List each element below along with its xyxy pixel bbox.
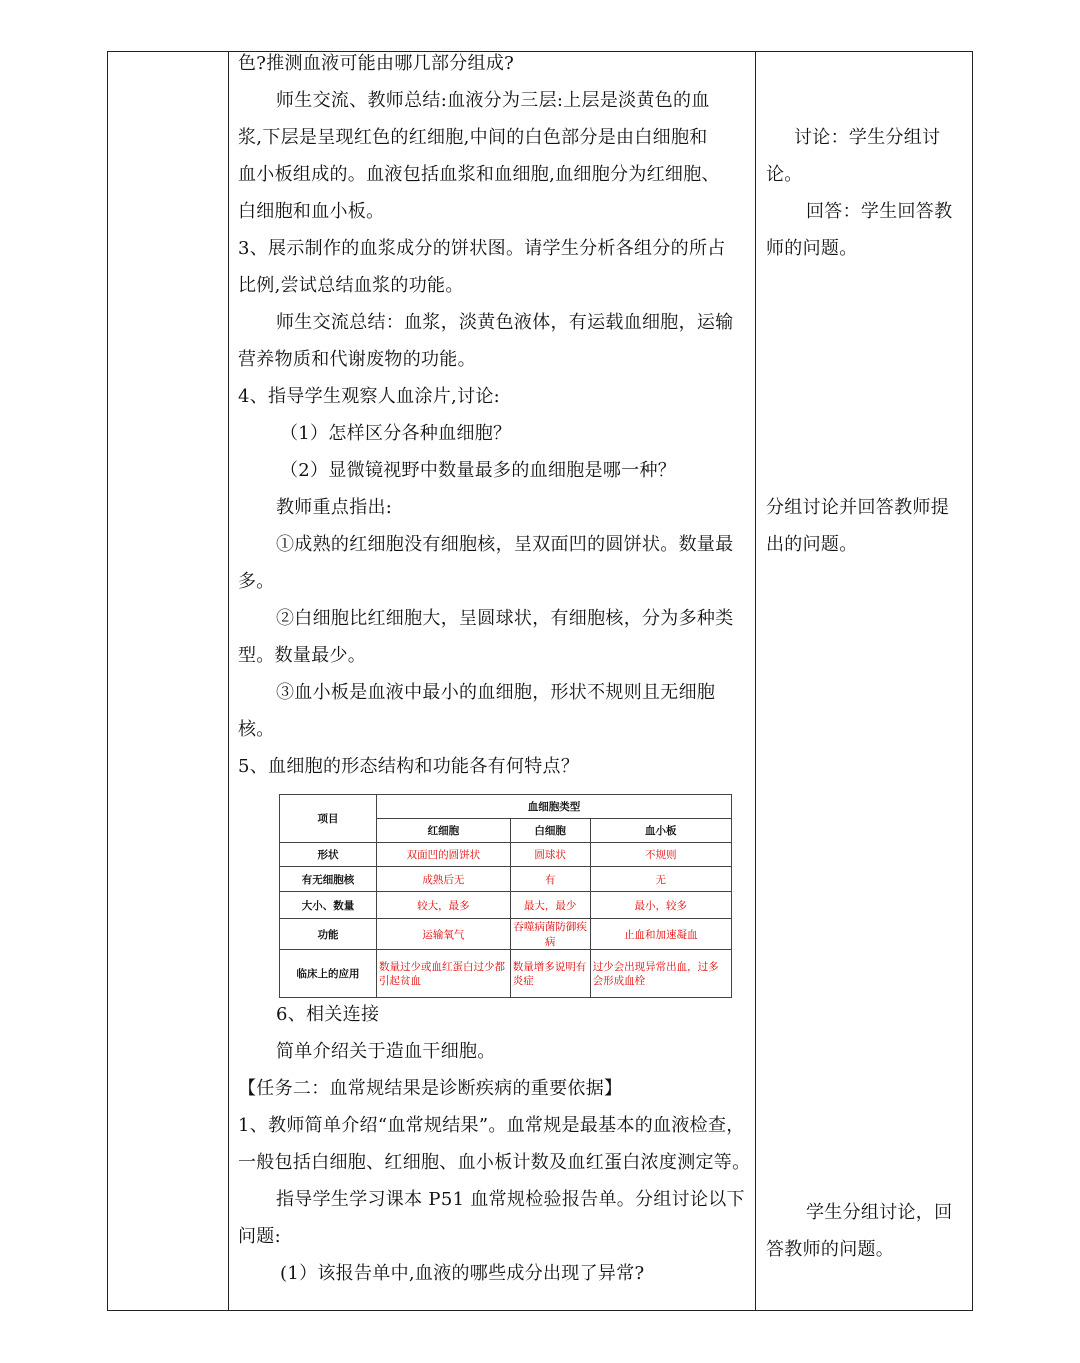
type-header: 血小板 [590,819,731,843]
text-line: 比例,尝试总结血浆的功能。 [238,275,464,296]
right-text-line: 答教师的问题。 [766,1239,895,1260]
text-line: 白细胞和血小板。 [238,201,385,222]
text-line: 指导学生学习课本 P51 血常规检验报告单。分组讨论以下 [276,1189,745,1210]
text-line: （1）怎样区分各种血细胞？ [280,423,512,444]
text-line: 6、相关连接 [276,1004,380,1025]
right-text-line: 讨论：学生分组讨 [794,127,941,148]
table-cell: 双面凹的圆饼状 [377,843,511,867]
text-line: 5、血细胞的形态结构和功能各有何特点？ [238,756,580,777]
text-line: 浆,下层是呈现红色的红细胞,中间的白色部分是由白细胞和 [238,127,708,148]
type-header: 白细胞 [510,819,590,843]
text-line: ①成熟的红细胞没有细胞核，呈双面凹的圆饼状。数量最 [276,534,734,555]
text-line: 营养物质和代谢废物的功能。 [238,349,476,370]
column-divider-1 [228,52,229,1310]
right-text-line: 师的问题。 [766,238,858,259]
table-cell: 成熟后无 [377,867,511,892]
right-text-line: 论。 [766,164,803,185]
text-line: 【任务二：血常规结果是诊断疾病的重要依据】 [238,1078,623,1099]
table-cell: 吞噬病菌防御疾病 [510,919,590,950]
text-line: 核。 [238,719,275,740]
text-line: 4、指导学生观察人血涂片,讨论: [238,386,501,407]
row-label: 有无细胞核 [280,867,377,892]
text-line: 多。 [238,571,275,592]
row-label: 临床上的应用 [280,950,377,998]
table-cell: 过少会出现异常出血，过多会形成血栓 [590,950,731,998]
column-divider-2 [755,52,756,1310]
table-cell: 数量过少或血红蛋白过少都引起贫血 [377,950,511,998]
table-cell: 无 [590,867,731,892]
text-line: ②白细胞比红细胞大，呈圆球状，有细胞核，分为多种类 [276,608,734,629]
text-line: 教师重点指出: [276,497,393,518]
text-line: ③血小板是血液中最小的血细胞，形状不规则且无细胞 [276,682,716,703]
table-cell: 止血和加速凝血 [590,919,731,950]
text-line: 型。数量最少。 [238,645,367,666]
right-text-line: 分组讨论并回答教师提 [766,497,949,518]
table-cell: 有 [510,867,590,892]
right-text-line: 回答：学生回答教 [806,201,953,222]
right-text-line: 出的问题。 [766,534,858,555]
text-line: 师生交流、教师总结:血液分为三层:上层是淡黄色的血 [276,90,710,111]
type-header: 红细胞 [377,819,511,843]
row-label: 大小、数量 [280,892,377,919]
text-line: 血小板组成的。血液包括血浆和血细胞,血细胞分为红细胞、 [238,164,720,185]
text-line: 简单介绍关于造血干细胞。 [276,1041,496,1062]
table-cell: 较大，最多 [377,892,511,919]
text-line: 问题: [238,1226,281,1247]
text-line: (1）该报告单中,血液的哪些成分出现了异常? [280,1263,645,1284]
table-cell: 运输氧气 [377,919,511,950]
row-label: 功能 [280,919,377,950]
right-text-line: 学生分组讨论，回 [806,1202,953,1223]
table-cell: 最小，较多 [590,892,731,919]
text-line: 一般包括白细胞、红细胞、血小板计数及血红蛋白浓度测定等。 [238,1152,751,1173]
text-line: 色?推测血液可能由哪几部分组成? [238,53,515,74]
row-label: 形状 [280,843,377,867]
table-cell: 最大，最少 [510,892,590,919]
text-line: 师生交流总结：血浆，淡黄色液体，有运载血细胞，运输 [276,312,734,333]
text-line: （2）显微镜视野中数量最多的血细胞是哪一种？ [280,460,677,481]
table-cell: 圆球状 [510,843,590,867]
table-cell: 不规则 [590,843,731,867]
item-header: 项目 [280,795,377,843]
text-line: 3、展示制作的血浆成分的饼状图。请学生分析各组分的所占 [238,238,726,259]
group-header: 血细胞类型 [377,795,732,819]
blood-cell-table [279,794,732,998]
text-line: 1、教师简单介绍“血常规结果”。血常规是最基本的血液检查， [238,1115,745,1136]
table-cell: 数量增多说明有炎症 [510,950,590,998]
